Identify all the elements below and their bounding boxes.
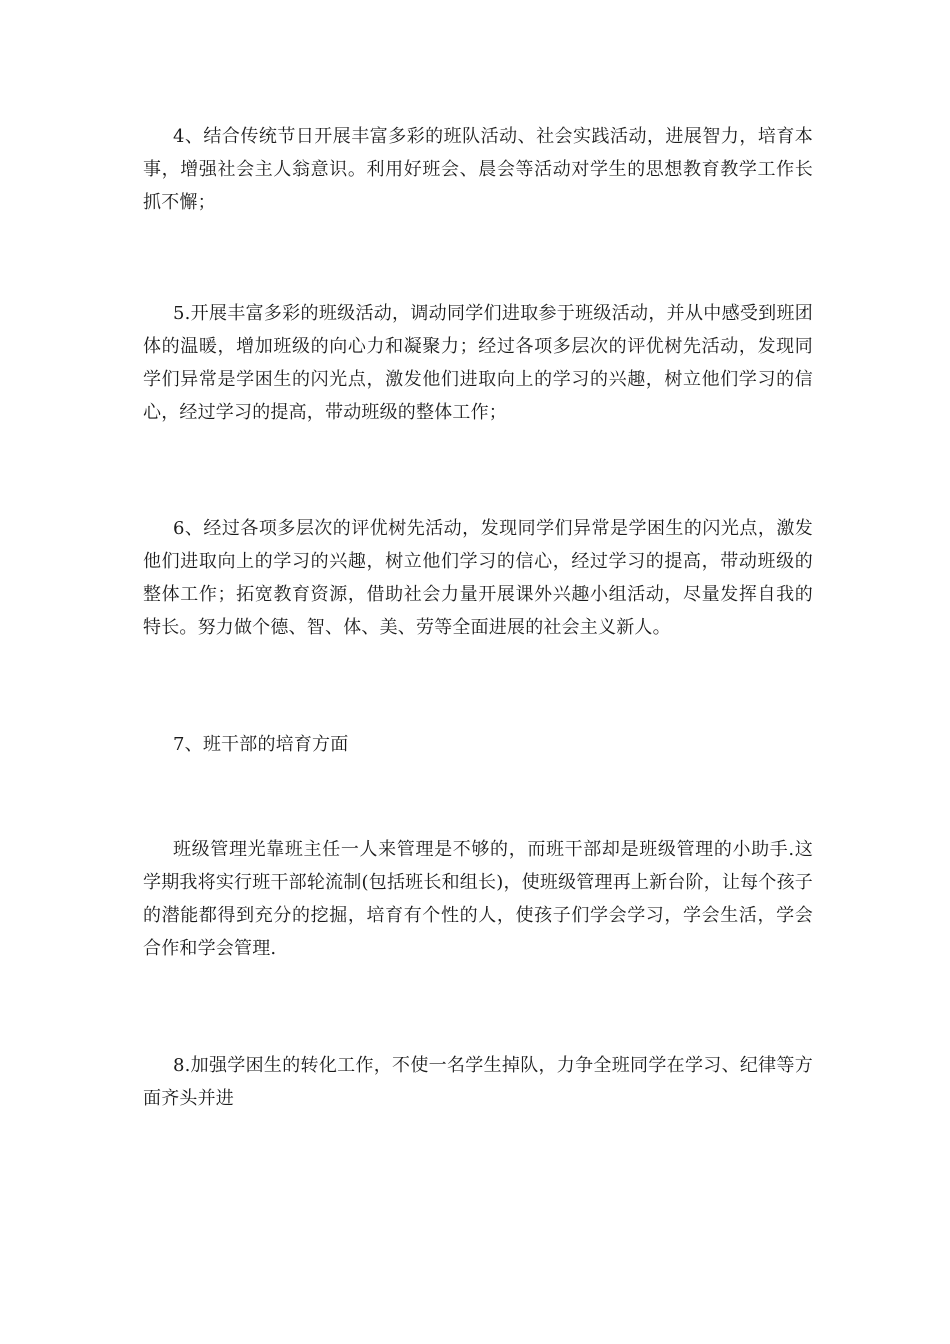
paragraph-5-class-activities: 5.开展丰富多彩的班级活动，调动同学们进取参于班级活动，并从中感受到班团体的温暖，增加班级的向心力和凝聚力；经过各项多层次的评优树先活动，发现同学们异常是学困生的闪光点，激发他们进取向上的学习的兴趣，树立他们学习的信心，经过学习的提高，带动班级的整体工作；: [143, 303, 813, 423]
paragraph-7-heading-class-cadres: 7、班干部的培育方面: [173, 734, 349, 755]
paragraph-8-struggling-students: 8.加强学困生的转化工作，不使一名学生掉队，力争全班同学在学习、纪律等方面齐头并进: [143, 1055, 813, 1109]
paragraph-4-traditional-festivals: 4、结合传统节日开展丰富多彩的班队活动、社会实践活动，进展智力，培育本事，增强社会主人翁意识。利用好班会、晨会等活动对学生的思想教育教学工作长抓不懈；: [143, 126, 813, 213]
paragraph-class-management: 班级管理光靠班主任一人来管理是不够的，而班干部却是班级管理的小助手.这学期我将实行班干部轮流制(包括班长和组长)，使班级管理再上新台阶，让每个孩子的潜能都得到充分的挖掘，培育有个性的人，使孩子们学会学习，学会生活，学会合作和学会管理.: [143, 839, 813, 959]
paragraph-6-merit-activities: 6、经过各项多层次的评优树先活动，发现同学们异常是学困生的闪光点，激发他们进取向上的学习的兴趣，树立他们学习的信心，经过学习的提高，带动班级的整体工作；拓宽教育资源，借助社会力量开展课外兴趣小组活动，尽量发挥自我的特长。努力做个德、智、体、美、劳等全面进展的社会主义新人。: [143, 518, 813, 638]
